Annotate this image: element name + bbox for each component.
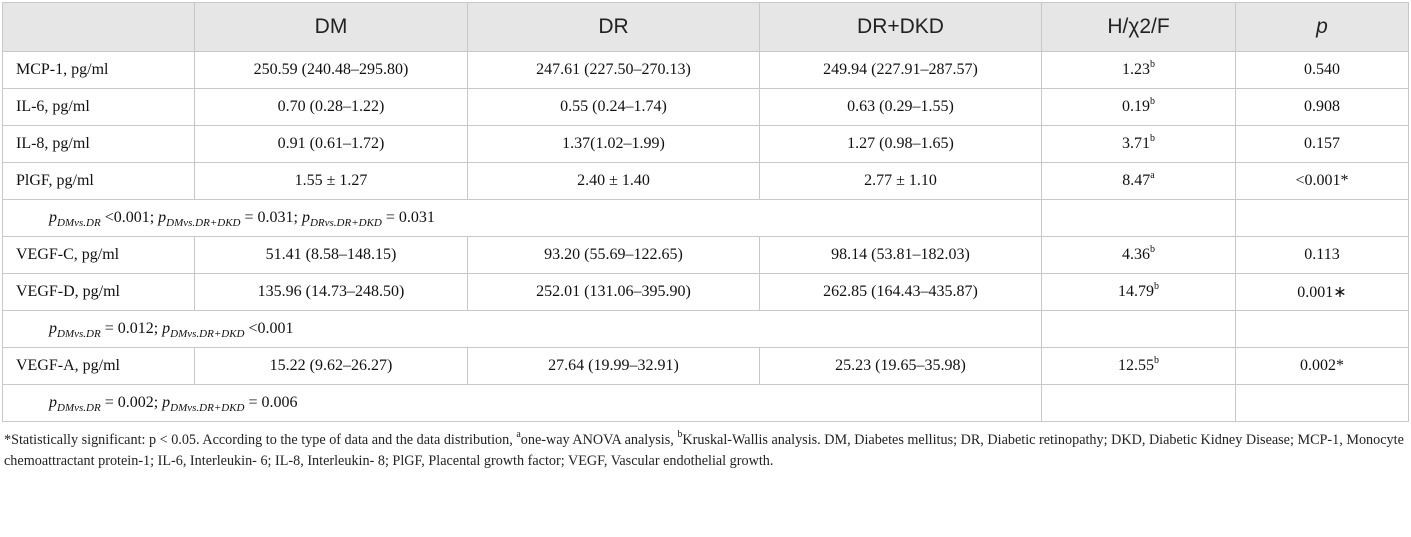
footnote-sup-a: a [516,429,521,441]
footnote-b-text: Kruskal-Wallis analysis. DM, Diabetes mellitus; DR, Diabetic retinopathy; DKD, Diabetic Kidney Disease; MCP-1, Monocyte chemoattractant protein-1; IL-6, Interleukin- 6; IL-8, Interleukin- 8; PlGF, Placental growth factor; VEGF, Vascular endothelial growth. [4,432,1404,469]
statistic-test-marker: b [1150,95,1155,107]
cell-dm: 250.59 (240.48–295.80) [195,52,468,89]
statistic-value: 12.55 [1118,357,1154,374]
pairwise-comparison-text [3,311,1042,348]
statistic-value: 3.71 [1122,135,1150,152]
pairwise-comparison-row [3,385,1409,422]
table-row [3,163,1409,200]
cell-dm: 0.91 (0.61–1.72) [195,126,468,163]
header-dr: DR [468,3,760,52]
row-label: PlGF, pg/ml [3,163,195,200]
pairwise-comparison-row [3,311,1409,348]
table-row [3,89,1409,126]
cell-dr-dkd: 98.14 (53.81–182.03) [760,237,1042,274]
pairwise-comparison-text [3,385,1042,422]
statistic-test-marker: b [1150,132,1155,144]
cell-dr-dkd: 249.94 (227.91–287.57) [760,52,1042,89]
cell-dm: 0.70 (0.28–1.22) [195,89,468,126]
cell-dr: 0.55 (0.24–1.74) [468,89,760,126]
statistic-value: 4.36 [1122,246,1150,263]
table-row [3,274,1409,311]
cell-dr: 247.61 (227.50–270.13) [468,52,760,89]
empty-cell [1236,200,1409,237]
footnote-a-text: one-way ANOVA analysis, [520,432,678,448]
cell-p-value: 0.113 [1236,237,1409,274]
statistic-value: 0.19 [1122,98,1150,115]
cell-dr: 93.20 (55.69–122.65) [468,237,760,274]
statistic-test-marker: b [1154,280,1159,292]
comparison-subscript: DMvs.DR+DKD [170,328,245,341]
row-label: VEGF-A, pg/ml [3,348,195,385]
row-label: VEGF-C, pg/ml [3,237,195,274]
cell-dm: 15.22 (9.62–26.27) [195,348,468,385]
statistic-test-marker: a [1150,169,1155,181]
statistic-test-marker: b [1150,243,1155,255]
empty-cell [1236,385,1409,422]
cell-p-value: 0.002* [1236,348,1409,385]
footnote-sup-b: b [677,429,683,441]
p-symbol: p [49,209,57,226]
statistic-test-marker: b [1154,354,1159,366]
cell-dm: 1.55 ± 1.27 [195,163,468,200]
pairwise-comparison-text [3,200,1042,237]
header-statistic: H/χ2/F [1042,3,1236,52]
empty-cell [1236,311,1409,348]
table-footnote [2,430,1408,472]
comparison-value: <0.001 [244,320,294,337]
table-row [3,237,1409,274]
cell-dr: 1.37(1.02–1.99) [468,126,760,163]
cell-p-value: 0.908 [1236,89,1409,126]
table-row [3,126,1409,163]
comparison-subscript: DMvs.DR+DKD [166,217,241,230]
row-label: IL-6, pg/ml [3,89,195,126]
statistic-value: 8.47 [1122,172,1151,189]
p-symbol: p [162,320,171,337]
statistic-value: 1.23 [1122,61,1150,78]
cell-dr-dkd: 0.63 (0.29–1.55) [760,89,1042,126]
empty-cell [1042,200,1236,237]
cell-dr-dkd: 262.85 (164.43–435.87) [760,274,1042,311]
statistic-test-marker: b [1150,58,1155,70]
comparison-value: = 0.006 [244,394,298,411]
header-p-value: p [1236,3,1409,52]
comparison-subscript: DMvs.DR [57,217,101,230]
p-symbol: p [49,320,57,337]
comparison-subscript: DMvs.DR [57,402,101,415]
comparison-value: = 0.031; [240,209,302,226]
comparison-subscript: DMvs.DR+DKD [170,402,245,415]
cell-statistic [1042,348,1236,385]
header-empty [3,3,195,52]
row-label: IL-8, pg/ml [3,126,195,163]
cell-dr: 252.01 (131.06–395.90) [468,274,760,311]
cell-dr-dkd: 1.27 (0.98–1.65) [760,126,1042,163]
cell-statistic [1042,274,1236,311]
cell-statistic [1042,89,1236,126]
table-body [3,52,1409,422]
cell-dr: 27.64 (19.99–32.91) [468,348,760,385]
comparison-value: = 0.031 [381,209,435,226]
cell-dm: 51.41 (8.58–148.15) [195,237,468,274]
cell-statistic [1042,237,1236,274]
cell-statistic [1042,163,1236,200]
comparison-subscript: DRvs.DR+DKD [309,217,382,230]
cell-dr-dkd: 25.23 (19.65–35.98) [760,348,1042,385]
cell-p-value: 0.157 [1236,126,1409,163]
p-symbol: p [162,394,171,411]
table-header [3,3,1409,52]
p-symbol: p [49,394,57,411]
header-dr-dkd: DR+DKD [760,3,1042,52]
comparison-value: = 0.012; [100,320,163,337]
empty-cell [1042,385,1236,422]
cell-statistic [1042,52,1236,89]
cell-dm: 135.96 (14.73–248.50) [195,274,468,311]
cell-dr-dkd: 2.77 ± 1.10 [760,163,1042,200]
results-table [2,2,1409,422]
cell-statistic [1042,126,1236,163]
p-symbol: p [301,209,310,226]
header-row [3,3,1409,52]
empty-cell [1042,311,1236,348]
cell-p-value: 0.001∗ [1236,274,1409,311]
statistic-value: 14.79 [1118,283,1154,300]
table-container [2,2,1408,472]
pairwise-comparison-row [3,200,1409,237]
cell-dr: 2.40 ± 1.40 [468,163,760,200]
table-row [3,52,1409,89]
table-row [3,348,1409,385]
comparison-subscript: DMvs.DR [57,328,101,341]
p-symbol: p [158,209,167,226]
cell-p-value: 0.540 [1236,52,1409,89]
comparison-value: = 0.002; [100,394,163,411]
cell-p-value: <0.001* [1236,163,1409,200]
comparison-value: <0.001; [100,209,159,226]
row-label: VEGF-D, pg/ml [3,274,195,311]
row-label: MCP-1, pg/ml [3,52,195,89]
footnote-lead: *Statistically significant: p < 0.05. According to the type of data and the data distribution, [4,432,517,448]
header-dm: DM [195,3,468,52]
